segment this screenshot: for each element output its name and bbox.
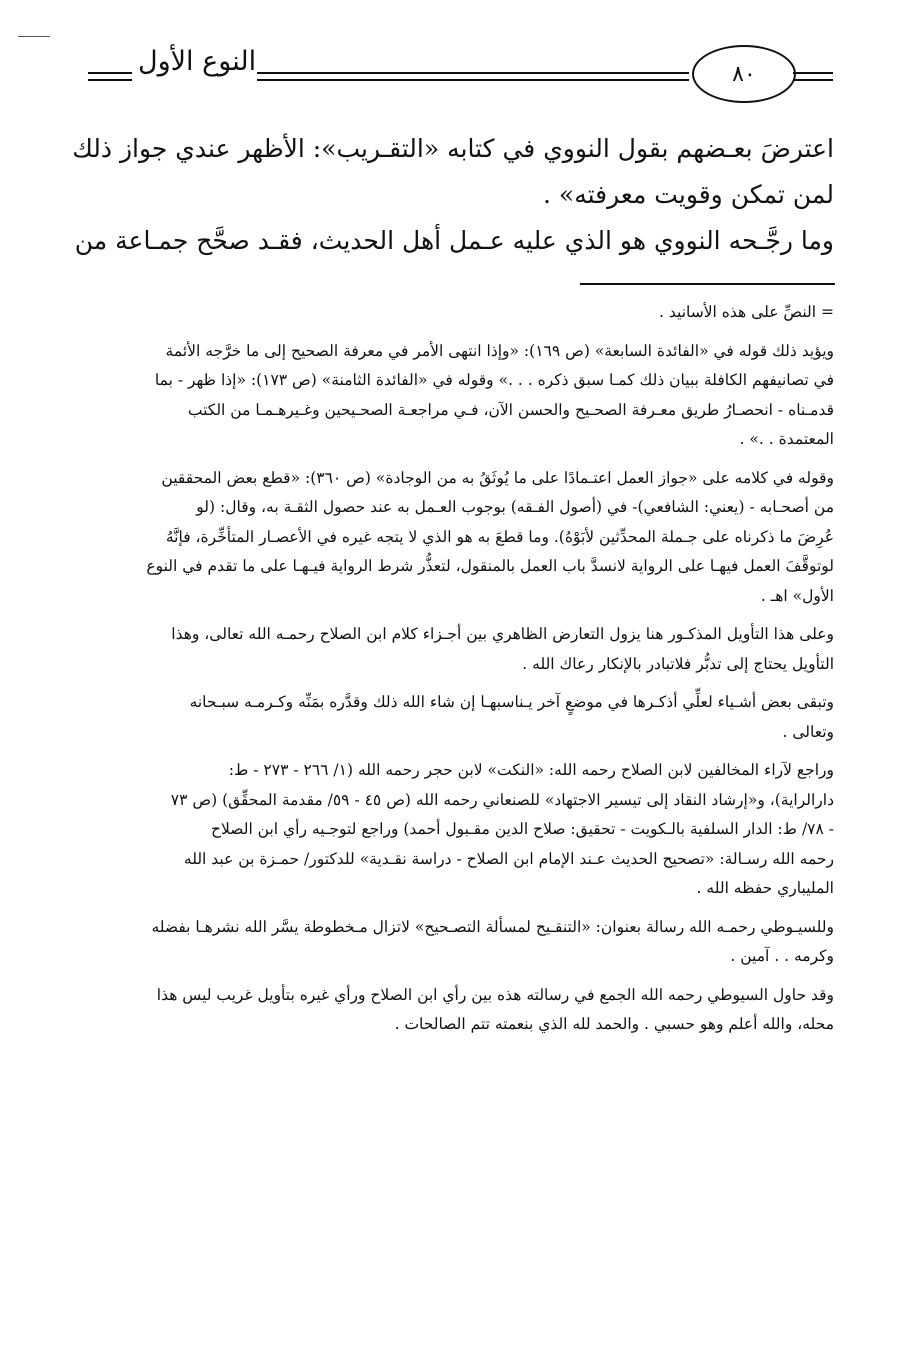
footnote-paragraph — [82, 688, 834, 747]
footnote-line: ويؤيد ذلك قوله في «الفائدة السابعة» (ص ١٦٩): «وإذا انتهى الأمر في معرفة الصحيح إلى ما خرَّجه الأئمة — [165, 341, 834, 360]
footnote-separator — [580, 283, 835, 285]
footnote-paragraph — [82, 981, 834, 1040]
footnote-line: في تصانيفهم الكافلة ببيان ذلك كمـا سبق ذكره . . .» وقوله في «الفائدة الثامنة» (ص ١٧٣): «إذا ظهر - بما — [154, 371, 834, 389]
footnote-line: التأويل يحتاج إلى تدبُّر فلاتبادر بالإنكار رعاك الله . — [522, 654, 834, 673]
footnote-paragraph — [82, 337, 834, 455]
footnote-line: وقوله في كلامه على «جواز العمل اعتـمادًا على ما يُوثَقُ به من الوجادة» (ص ٣٦٠): «قطع بعض المحققين — [161, 468, 834, 487]
header-rule-right — [793, 72, 833, 81]
footnote-line: محله، والله أعلم وهو حسبي . والحمد لله الذي بنعمته تتم الصالحات . — [394, 1015, 834, 1033]
footnotes — [82, 298, 834, 1040]
footnote-line: وتعالى . — [782, 722, 834, 741]
footnote-line: وتبقى بعض أشـياء لعلِّي أذكـرها في موضعٍ آخر يـناسبهـا إن شاء الله ذلك وقدَّره بمَنِّه وكـرمـه سبـحانه — [189, 693, 834, 711]
footnote-paragraph — [82, 620, 834, 679]
page-number-oval — [692, 45, 796, 103]
footnote-paragraph — [82, 298, 834, 328]
footnote-line: الأول» اهـ . — [760, 586, 834, 605]
page-number: ٨٠ — [732, 61, 756, 87]
footnote-line: عُرِضَ ما ذكرناه على جـملة المحدِّثين لأبَوْهُ). وما قطعَ به هو الذي لا يتجه غيره في الأعصـار المتأخِّرة، فإنَّهُ — [165, 527, 834, 546]
footnote-line: المليباري حفظه الله . — [696, 879, 834, 897]
main-text-line: لمن تمكن وقويت معرفته» . — [543, 180, 834, 209]
footnote-line: وللسيـوطي رحمـه الله رسالة بعنوان: «التنقـيح لمسألة التصـحيح» لاتزال مـخطوطة يسَّر الله نشرهـا بفضله — [151, 917, 834, 936]
footnote-line: وقد حاول السيوطي رحمه الله الجمع في رسالته هذه بين رأي ابن الصلاح ورأي غيره بتأويل غريب ليس هذا — [156, 985, 834, 1004]
main-text-line: اعترضَ بعـضهم بقول النووي في كتابه «التقـريب»: الأظهر عندي جواز ذلك — [72, 134, 834, 163]
footnote-line: دارالراية)، و«إرشاد النقاد إلى تيسير الاجتهاد» للصنعاني رحمه الله (ص ٤٥ - ٥٩/ مقدمة المحقِّق) (ص ٧٣ — [170, 790, 834, 809]
footnote-line: - ٧٨/ ط: الدار السلفية بالـكويت - تحقيق: صلاح الدين مقـبول أحمد) وراجع لتوجـيه رأي ابن الصلاح — [211, 820, 834, 838]
header-left-rule — [88, 72, 132, 81]
footnote-line: رحمه الله رسـالة: «تصحيح الحديث عـند الإمام ابن الصلاح - دراسة نقـدية» للدكتور/ حمـزة بن عبد الله — [183, 849, 834, 868]
footnote-line: قدمـناه - انحصـارُ طريق معـرفة الصحـيح والحسن الآن، فـي مراجعـة الصحـيحين وغـيرهـمـا من الكتب — [187, 400, 834, 419]
main-text-line: وما رجَّـحه النووي هو الذي عليه عـمل أهل الحديث، فقـد صحَّح جمـاعة من — [74, 226, 834, 255]
header-rule — [257, 72, 689, 81]
chapter-title: النوع الأول — [138, 46, 257, 77]
footnote-line: وكرمه . . آمين . — [730, 947, 834, 965]
footnote-paragraph — [82, 464, 834, 612]
footnote-line: من أصحـابه - (يعني: الشافعي)- في (أصول الفـقه) بوجوب العـمل به عند حصول الثقـة به، وقال: (لو — [196, 498, 834, 516]
main-text — [74, 126, 834, 264]
scan-corner-mark — [18, 36, 50, 37]
footnote-line: وراجع لآراء المخالفين لابن الصلاح رحمه الله: «النكت» لابن حجر رحمه الله (١/ ٢٦٦ - ٢٧٣ - ط: — [228, 761, 834, 779]
page-header — [80, 36, 840, 108]
footnote-line: وعلى هذا التأويل المذكـور هنا يزول التعارض الظاهري بين أجـزاء كلام ابن الصلاح رحمـه الله تعالى، وهذا — [171, 625, 834, 643]
footnote-line: المعتمدة . .» . — [739, 430, 834, 448]
footnote-paragraph — [82, 913, 834, 972]
footnote-line: لوتوقَّفَ العمل فيهـا على الرواية لانسدَّ باب العمل بالمنقول، لتعذُّر شرط الرواية فيـهـا على ما تقدم في النوع — [146, 557, 834, 575]
footnote-line: = النصِّ على هذه الأسانيد . — [659, 303, 834, 321]
footnote-paragraph — [82, 756, 834, 904]
